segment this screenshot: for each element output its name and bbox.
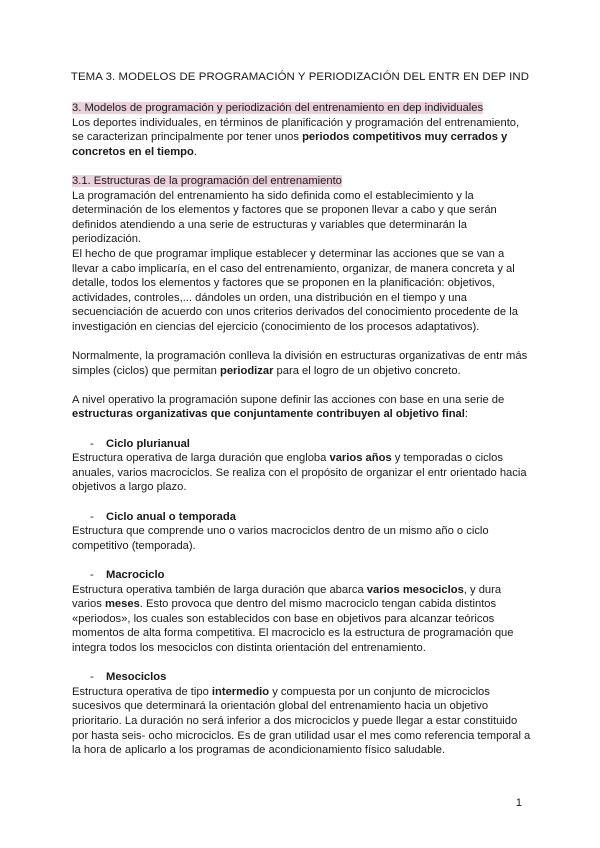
section-31-heading-text: 3.1. Estructuras de la programación del entrenamiento	[72, 174, 342, 187]
bullet-bold: varios años	[329, 452, 392, 465]
bullet-text: y compuesta por un conjunto de microciclos sucesivos que determinará la orientación global del entrenamiento hacia un objetivo prioritario. La duración no será inferior a dos microciclos y puede llegar a estar constituido por hasta seis- ocho microciclos. Es de gran utilidad usar el mes como referencia temporal a la hora de aplicarlo a los programas de acondicionamiento físico saludable.	[72, 685, 531, 757]
bullet-text: Estructura operativa de larga duración que engloba	[72, 452, 330, 465]
bullet-macrociclo	[72, 568, 532, 583]
bullet-bold: varios mesociclos	[366, 583, 464, 596]
bullet-ciclo-anual-text: Estructura que comprende uno o varios macrociclos dentro de un mismo año o ciclo competitivo (temporada).	[72, 525, 489, 552]
bullet-dash: -	[90, 510, 94, 523]
document-body	[72, 101, 532, 758]
bullet-title: Ciclo anual o temporada	[106, 510, 236, 523]
section-3-intro-text: Los deportes individuales, en términos de planificación y programación del entrenamiento, se caracterizan principalmente por tener unos	[72, 116, 520, 144]
bullet-dash: -	[90, 437, 94, 450]
section-31-paragraph-3	[72, 349, 532, 378]
bullet-text: . Esto provoca que dentro del mismo macrociclo tengan cabida distintos «periodos», los cuales son establecidos con base en objetivos para alcanzar teóricos momentos de alta forma competitiva. El macrociclo es la estructura de programación que integra todos los mesociclos con distinta orientación del entrenamiento.	[72, 598, 514, 654]
paragraph-4-text: A nivel operativo la programación supone definir las acciones con base en una serie de	[72, 393, 505, 406]
paragraph-3-end: para el logro de un objetivo concreto.	[273, 364, 461, 377]
bullet-mesociclos	[72, 670, 532, 685]
page-number: 1	[515, 797, 522, 809]
bullet-title: Ciclo plurianual	[106, 437, 190, 450]
section-3-intro-bold: periodos competitivos muy cerrados y concretos en el tiempo	[72, 131, 508, 158]
section-31-paragraph-2: El hecho de que programar implique establecer y determinar las acciones que se van a llevar a cabo implicaría, en el caso del entrenamiento, organizar, de manera concreta y al detalle, todos los elementos y factores que se proponen en la planificación: objetivos, actividades, controles,... dándoles un orden, una distribución en el tiempo y una secuenciación de acuerdo con unos criterios derivados del conocimiento procedente de la investigación en ciencias del ejercicio (conocimiento de los procesos adaptativos).	[72, 247, 518, 333]
bullet-dash: -	[90, 569, 94, 581]
bullet-bold: intermedio	[211, 685, 270, 698]
section-3-intro-end: .	[193, 145, 197, 158]
bullet-dash: -	[90, 671, 94, 684]
bullet-ciclo-plurianual-text	[72, 451, 532, 495]
bullet-ciclo-anual	[72, 510, 532, 525]
bullet-title: Mesociclos	[106, 671, 167, 684]
document-title: TEMA 3. MODELOS DE PROGRAMACIÓN Y PERIODIZACIÓN DEL ENTR EN DEP IND	[70, 71, 530, 83]
paragraph-3-text: Normalmente, la programación conlleva la división en estructuras organizativas de entr más simples (ciclos) que permitan	[72, 350, 528, 377]
bullet-ciclo-plurianual	[72, 437, 532, 452]
bullet-title: Macrociclo	[106, 569, 165, 581]
paragraph-3-bold: periodizar	[219, 364, 274, 377]
section-3-heading-text: 3. Modelos de programación y periodización del entrenamiento en dep individuales	[72, 102, 484, 114]
section-3-heading	[72, 101, 532, 116]
bullet-text: Estructura operativa también de larga duración que abarca	[72, 583, 367, 596]
bullet-text: y temporadas o ciclos anuales, varios macrociclos. Se realiza con el propósito de organizar el entr orientado hacia objetivos a largo plazo.	[72, 452, 527, 494]
paragraph-4-bold: estructuras organizativas que conjuntamente contribuyen al objetivo final	[72, 408, 465, 421]
paragraph-4-end: :	[464, 408, 468, 421]
section-3-intro	[72, 116, 532, 160]
bullet-text: Estructura operativa de tipo	[72, 685, 212, 698]
section-31-paragraph-1: La programación del entrenamiento ha sido definida como el establecimiento y la determinación de los elementos y factores que se proponen llevar a cabo y que serán definidos atendiendo a una serie de estructuras y variables que determinarán la periodización.	[72, 189, 497, 246]
bullet-mesociclos-text	[72, 685, 532, 758]
bullet-macrociclo-text	[72, 583, 532, 656]
section-31-heading	[72, 174, 532, 189]
section-31-paragraph-4	[72, 393, 532, 422]
bullet-text: , y dura varios	[72, 583, 502, 611]
bullet-bold: meses	[104, 598, 140, 611]
